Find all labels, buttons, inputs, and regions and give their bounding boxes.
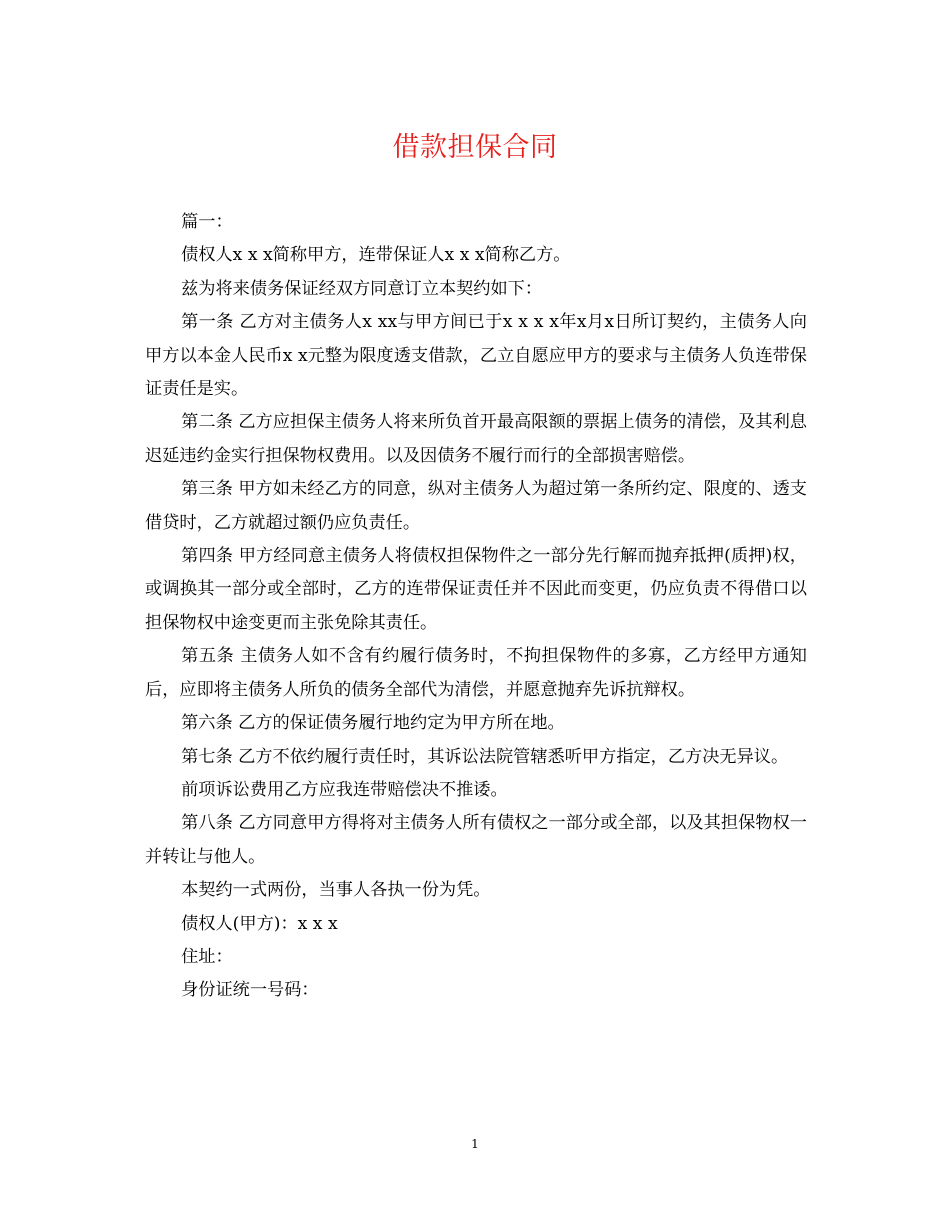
- paragraph-article-8: 第八条 乙方同意甲方得将对主债务人所有债权之一部分或全部，以及其担保物权一并转让与他人。: [145, 813, 807, 867]
- paragraph-litigation-costs: 前项诉讼费用乙方应我连带赔偿决不推诿。: [181, 779, 508, 800]
- paragraph-parties: 债权人x x x简称甲方，连带保证人x x x简称乙方。: [181, 245, 571, 266]
- document-body: [145, 206, 807, 1008]
- paragraph-copies: 本契约一式两份，当事人各执一份为凭。: [181, 880, 491, 901]
- paragraph-preamble: 兹为将来债务保证经双方同意订立本契约如下：: [181, 278, 543, 299]
- paragraph-article-1: 第一条 乙方对主债务人x xx与甲方间已于x x x x年x月x日所订契约，主债务人向甲方以本金人民币x x元整为限度透支借款，乙立自愿应甲方的要求与主债务人负连带保证责任是实。: [145, 312, 807, 400]
- paragraph-article-2: 第二条 乙方应担保主债务人将来所负首开最高限额的票据上债务的清偿，及其利息迟延违约金实行担保物权费用。以及因债务不履行而行的全部损害赔偿。: [145, 412, 807, 466]
- paragraph-section-label: 篇一：: [181, 212, 233, 232]
- page-number: 1: [471, 1137, 479, 1151]
- signature-creditor: 债权人(甲方)：x x x: [181, 913, 338, 934]
- signature-id-number: 身份证统一号码：: [181, 980, 319, 1001]
- paragraph-article-7: 第七条 乙方不依约履行责任时，其诉讼法院管辖悉听甲方指定，乙方决无异议。: [181, 746, 789, 767]
- paragraph-article-6: 第六条 乙方的保证债务履行地约定为甲方所在地。: [181, 713, 565, 734]
- signature-address: 住址：: [181, 946, 233, 967]
- paragraph-article-3: 第三条 甲方如未经乙方的同意，纵对主债务人为超过第一条所约定、限度的、透支借贷时，乙方就超过额仍应负责任。: [145, 479, 807, 533]
- document-title: 借款担保合同: [392, 132, 558, 163]
- paragraph-article-4: 第四条 甲方经同意主债务人将债权担保物件之一部分先行解而抛弃抵押(质押)权，或调换其一部分或全部时，乙方的连带保证责任并不因此而变更，仍应负责不得借口以担保物权中途变更而主张免除其责任。: [145, 546, 807, 633]
- paragraph-article-5: 第五条 主债务人如不含有约履行债务时，不拘担保物件的多寡，乙方经甲方通知后，应即将主债务人所负的债务全部代为清偿，并愿意抛弃先诉抗辩权。: [145, 646, 807, 700]
